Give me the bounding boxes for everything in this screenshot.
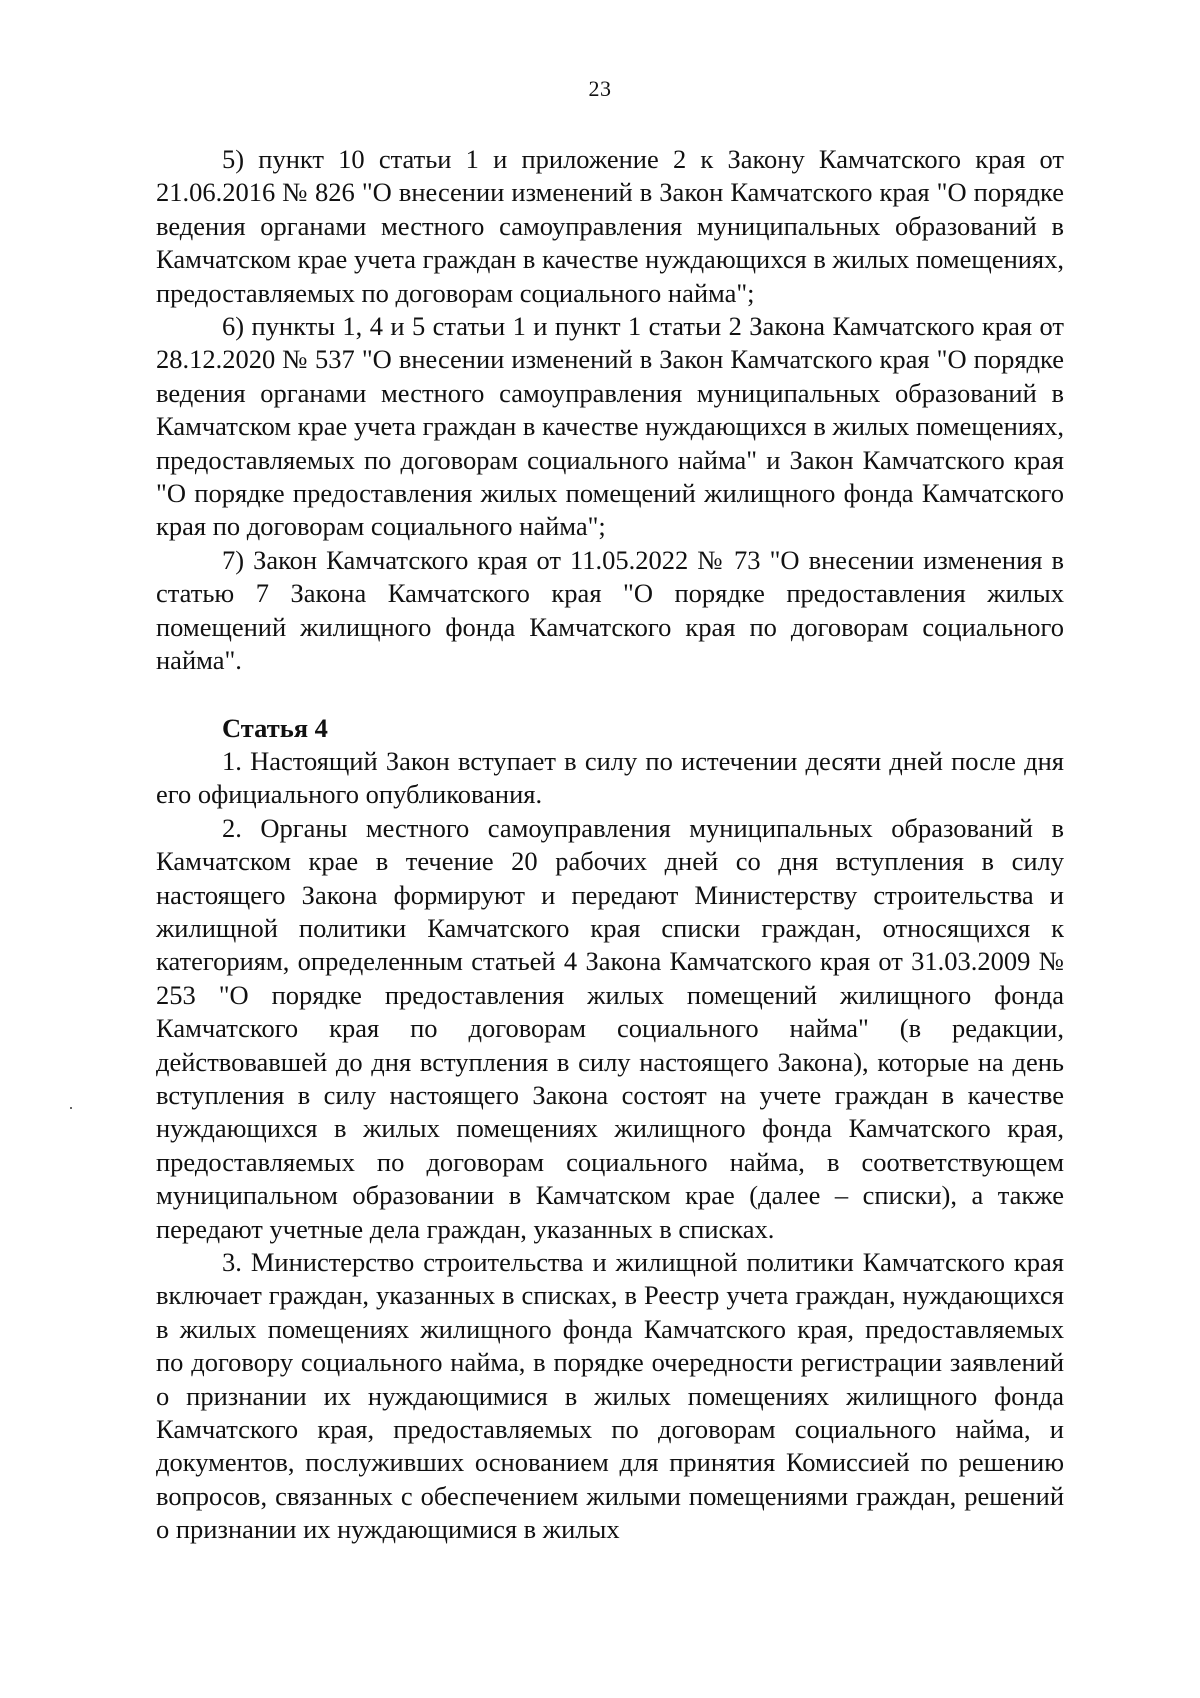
article-paragraph-1: 1. Настоящий Закон вступает в силу по истечении десяти дней после дня его официального опубликования.	[156, 745, 1064, 810]
scan-speck	[70, 1107, 72, 1109]
list-item-6: 6) пункты 1, 4 и 5 статьи 1 и пункт 1 статьи 2 Закона Камчатского края от 28.12.2020 № 537 "О внесении изменений в Закон Камчатского края "О порядке ведения органами местного самоуправления муниципальных образований в Камчатском крае учета граждан в качестве нуждающихся в жилых помещениях, предоставляемых по договорам социального найма" и Закон Камчатского края "О порядке предоставления жилых помещений жилищного фонда Камчатского края по договорам социального найма";	[156, 311, 1064, 542]
list-item-7: 7) Закон Камчатского края от 11.05.2022 № 73 "О внесении изменения в статью 7 Закона Камчатского края "О порядке предоставления жилых помещений жилищного фонда Камчатского края по договорам социального найма".	[156, 544, 1064, 676]
article-heading: Статья 4	[222, 712, 328, 743]
document-body	[156, 143, 1064, 1547]
list-item-5: 5) пункт 10 статьи 1 и приложение 2 к Закону Камчатского края от 21.06.2016 № 826 "О внесении изменений в Закон Камчатского края "О порядке ведения органами местного самоуправления муниципальных образований в Камчатском крае учета граждан в качестве нуждающихся в жилых помещениях, предоставляемых по договорам социального найма";	[156, 144, 1064, 308]
article-paragraph-3: 3. Министерство строительства и жилищной политики Камчатского края включает граждан, указанных в списках, в Реестр учета граждан, нуждающихся в жилых помещениях жилищного фонда Камчатского края, предоставляемых по договору социального найма, в порядке очередности регистрации заявлений о признании их нуждающимися в жилых помещениях жилищного фонда Камчатского края, предоставляемых по договорам социального найма, и документов, послуживших основанием для принятия Комиссией по решению вопросов, связанных с обеспечением жилыми помещениями граждан, решений о признании их нуждающимися в жилых	[156, 1247, 1064, 1545]
page-number: 23	[588, 76, 612, 101]
article-paragraph-2: 2. Органы местного самоуправления муниципальных образований в Камчатском крае в течение 20 рабочих дней со дня вступления в силу настоящего Закона формируют и передают Министерству строительства и жилищной политики Камчатского края списки граждан, относящихся к категориям, определенным статьей 4 Закона Камчатского края от 31.03.2009 № 253 "О порядке предоставления жилых помещений жилищного фонда Камчатского края по договорам социального найма" (в редакции, действовавшей до дня вступления в силу настоящего Закона), которые на день вступления в силу настоящего Закона состоят на учете граждан в качестве нуждающихся в жилых помещениях жилищного фонда Камчатского края, предоставляемых по договорам социального найма, в соответствующем муниципальном образовании в Камчатском крае (далее – списки), а также передают учетные дела граждан, указанных в списках.	[156, 812, 1064, 1244]
